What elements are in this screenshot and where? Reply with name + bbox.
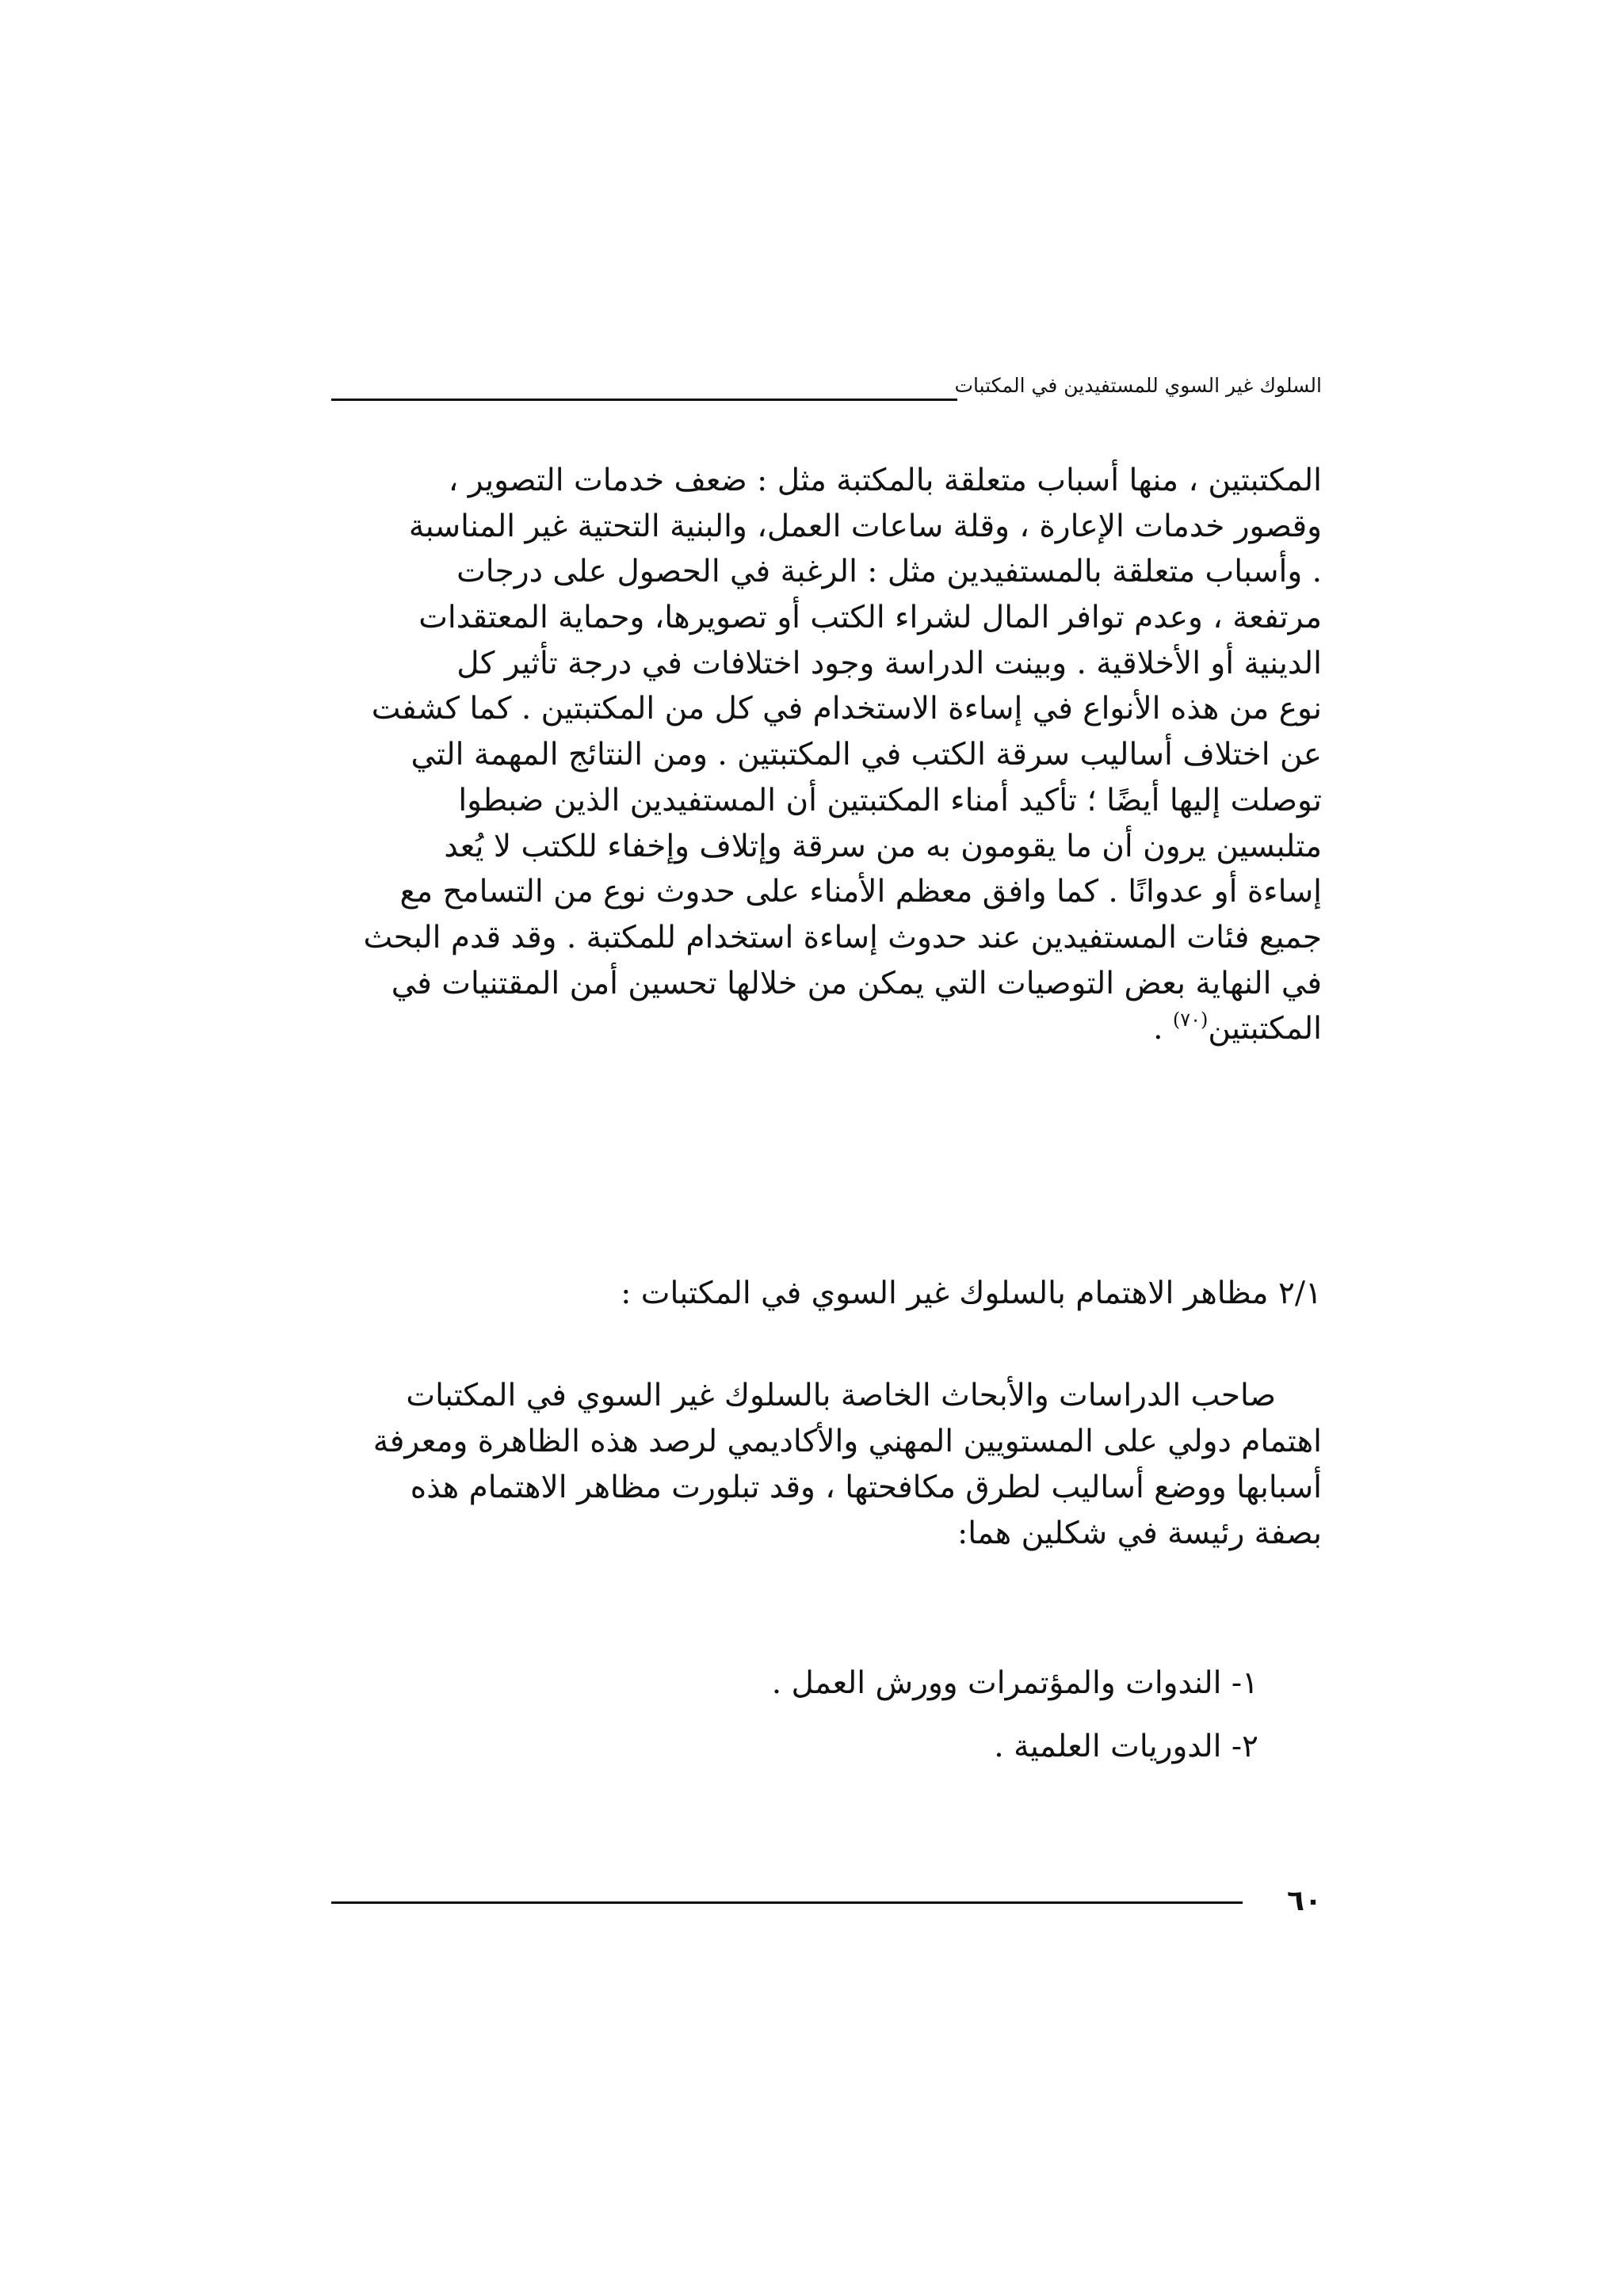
- paragraph-line: عن اختلاف أساليب سرقة الكتب في المكتبتين . ومن النتائج المهمة التي: [411, 737, 1322, 773]
- paragraph-line: صاحب الدراسات والأبحاث الخاصة بالسلوك غير السوي في المكتبات: [406, 1378, 1276, 1413]
- paragraph-line: نوع من هذه الأنواع في إساءة الاستخدام في كل من المكتبتين . كما كشفت: [371, 691, 1322, 727]
- list-item: ١- الندوات والمؤتمرات وورش العمل .: [771, 1665, 1258, 1701]
- body-paragraph: [331, 458, 1322, 1052]
- footer-rule: [331, 1901, 1243, 1904]
- paragraph-line: وقصور خدمات الإعارة ، وقلة ساعات العمل، والبنية التحتية غير المناسبة: [408, 508, 1322, 544]
- paragraph-line: إساءة أو عدوانًا . كما وافق معظم الأمناء على حدوث نوع من التسامح مع: [399, 874, 1322, 910]
- page-footer: [331, 1884, 1322, 1924]
- header-rule: [331, 399, 957, 401]
- list-item: ٢- الدوريات العلمية .: [994, 1729, 1258, 1764]
- paragraph-line: في النهاية بعض التوصيات التي يمكن من خلالها تحسين أمن المقتنيات في: [391, 965, 1322, 1001]
- paragraph-line: بصفة رئيسة في شكلين هما:: [957, 1516, 1322, 1551]
- paragraph-line: أسبابها ووضع أساليب لطرق مكافحتها ، وقد تبلورت مظاهر الاهتمام هذه: [410, 1470, 1322, 1505]
- paragraph-line: جميع فئات المستفيدين عند حدوث إساءة استخدام للمكتبة . وقد قدم البحث: [363, 919, 1322, 955]
- section-heading: ٢/١ مظاهر الاهتمام بالسلوك غير السوي في المكتبات :: [621, 1276, 1322, 1311]
- paragraph-line: مرتفعة ، وعدم توافر المال لشراء الكتب أو تصويرها، وحماية المعتقدات: [418, 600, 1322, 636]
- paragraph-line-text: المكتبتين: [1208, 1011, 1322, 1047]
- paragraph-line: توصلت إليها أيضًا ؛ تأكيد أمناء المكتبتين أن المستفيدين الذين ضبطوا: [458, 782, 1322, 818]
- running-header-title: السلوك غير السوي للمستفيدين في المكتبات: [954, 374, 1322, 397]
- paragraph-last-line: [331, 1006, 1322, 1052]
- paragraph-line: اهتمام دولي على المستويين المهني والأكاديمي لرصد هذه الظاهرة ومعرفة: [372, 1424, 1322, 1459]
- page-number: ٦٠: [1287, 1885, 1322, 1917]
- paragraph-line-end: .: [1153, 1011, 1173, 1047]
- paragraph-line: متلبسين يرون أن ما يقومون به من سرقة وإتلاف وإخفاء للكتب لا يُعد: [444, 828, 1322, 864]
- paragraph-line: الدينية أو الأخلاقية . وبينت الدراسة وجود اختلافات في درجة تأثير كل: [456, 645, 1322, 681]
- paragraph-line: المكتبتين ، منها أسباب متعلقة بالمكتبة مثل : ضعف خدمات التصوير ،: [448, 463, 1322, 498]
- paragraph-line: . وأسباب متعلقة بالمستفيدين مثل : الرغبة في الحصول على درجات: [456, 554, 1322, 590]
- section-paragraph: [331, 1373, 1322, 1557]
- footnote-reference[interactable]: (٧٠): [1172, 1009, 1209, 1032]
- numbered-list: [772, 1652, 1258, 1779]
- running-header: [331, 372, 1322, 420]
